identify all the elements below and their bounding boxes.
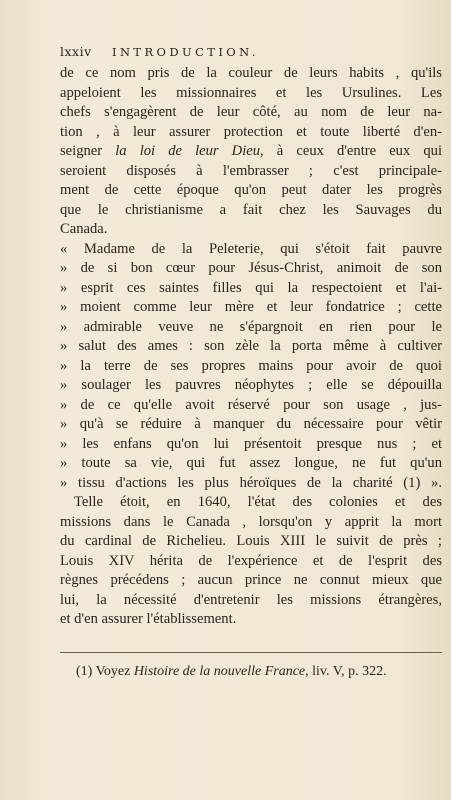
text-line: » esprit ces saintes filles qui la respectoient et l'ai- (60, 279, 442, 296)
text-line: chefs s'engagèrent de leur côté, au nom de leur na- (60, 104, 442, 120)
text-line: » qu'à se réduire à manquer du nécessaire pour vêtir (60, 416, 442, 432)
text-line: Telle étoit, en 1640, l'état des colonies et des (74, 494, 442, 510)
text-line: règnes précédens ; aucun prince ne connut mieux que (60, 572, 442, 588)
text-line: » de ce qu'elle avoit réservé pour son usage , jus- (60, 396, 442, 413)
footnote-suffix: , liv. V, p. 322. (305, 664, 387, 679)
text-line: de ce nom pris de la couleur de leurs habits , qu'ils (60, 65, 442, 81)
paragraph-3 (60, 493, 442, 630)
text-line: « Madame de la Peleterie, qui s'étoit fait pauvre (60, 240, 442, 257)
text-line: Canada. (60, 221, 108, 237)
italic-phrase: la loi de leur Dieu (115, 143, 261, 159)
text-line: Louis XIV hérita de l'expérience et de l'esprit des (60, 552, 442, 569)
text-line: » de si bon cœur pour Jésus-Christ, animoit de son (60, 260, 442, 276)
footnote-rule (60, 652, 442, 653)
text-line: lui, la nécessité d'entretenir les missions étrangères, (60, 591, 442, 608)
text-line: que le christianisme a fait chez les Sauvages du (60, 201, 442, 218)
page-number: lxxiv (60, 44, 92, 59)
footnote (76, 664, 442, 680)
footnote-title: Histoire de la nouvelle France (133, 664, 306, 679)
text-line: » la terre de ses propres mains pour avoir de quoi (60, 357, 442, 374)
text-line: » tissu d'actions les plus héroïques de la charité (1) ». (60, 474, 442, 491)
text-line: » salut des ames : son zèle la porta même à cultiver (60, 338, 442, 354)
text-line: seigner la loi de leur Dieu, à ceux d'entre eux qui (60, 143, 443, 159)
text-line: » admirable veuve ne s'épargnoit en rien pour le (60, 318, 442, 335)
page-body (60, 64, 442, 630)
text-line: tion , à leur assurer protection et toute liberté d'en- (60, 123, 442, 140)
text-line: seroient disposés à l'embrasser ; c'est principale- (60, 162, 442, 179)
paragraph-1 (60, 64, 442, 240)
text-line: appeloient les missionnaires et les Ursulines. Les (60, 84, 442, 101)
text-line: » moient comme leur mère et leur fondatrice ; cette (60, 299, 442, 315)
paragraph-quote (60, 240, 442, 494)
running-title: INTRODUCTION. (112, 45, 259, 59)
text-line: et d'en assurer l'établissement. (60, 611, 237, 627)
text-line: du cardinal de Richelieu. Louis XIII le suivit de près ; (60, 533, 442, 549)
text-line: missions dans le Canada , lorsqu'on y apprit la mort (60, 513, 442, 530)
text-line: » les enfans qu'on lui présentoit presque nus ; et (60, 435, 442, 452)
running-header (60, 44, 390, 59)
text-line: ment de cette époque qu'on peut dater les progrès (60, 182, 442, 198)
footnote-prefix: (1) Voyez (76, 664, 134, 679)
text-line: » soulager les pauvres néophytes ; elle se dépouilla (60, 377, 442, 393)
text-line: » toute sa vie, qui fut assez longue, ne fut qu'un (60, 455, 442, 471)
